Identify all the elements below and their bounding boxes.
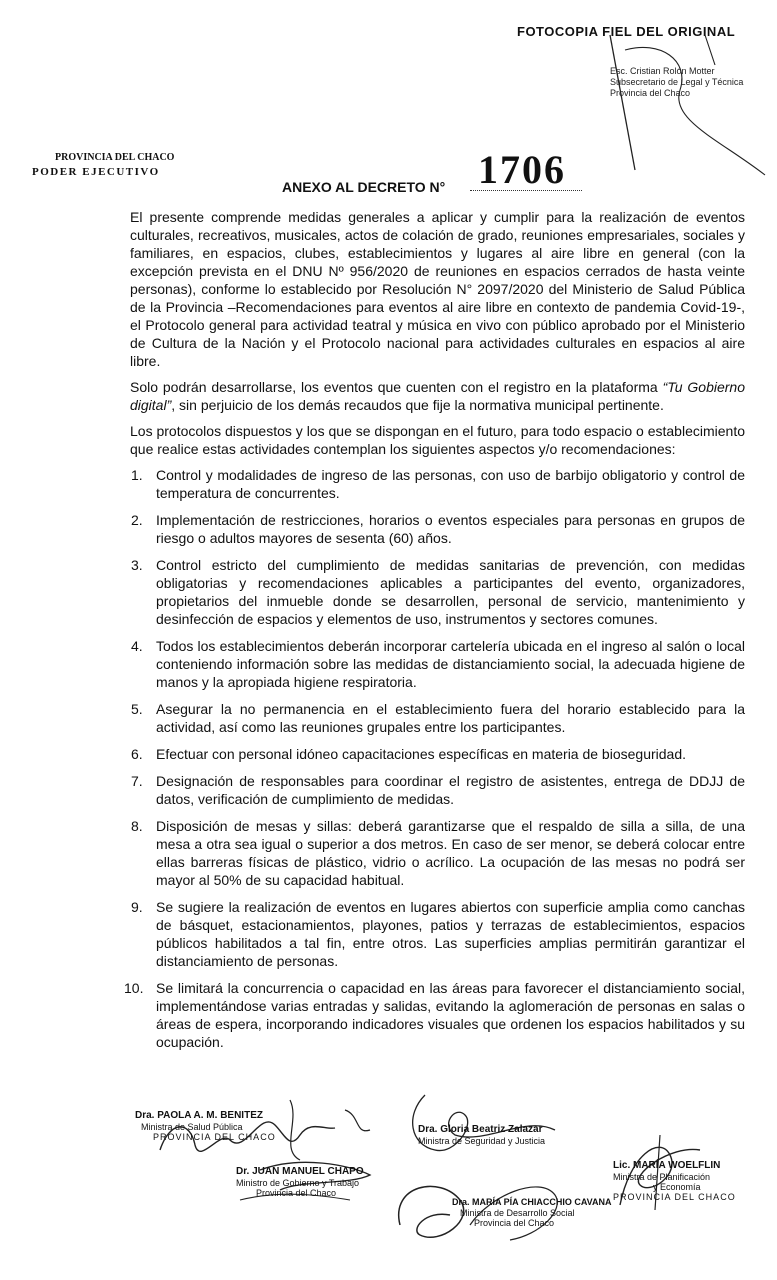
item-text: Control estricto del cumplimiento de medidas sanitarias de prevención, con medidas obligatorias y recomendaciones aplicables a participantes del evento, organizadores, propietarios del inmueble donde se desarrollen, personal de servicio, mantenimiento y desinfección de espacios y elementos de uso, instrumentos y sectores comunes. [156,557,745,627]
list-item [130,898,745,970]
item-text: Disposición de mesas y sillas: deberá garantizarse que el respaldo de silla a silla, de una mesa a otra sea igual o superior a dos metros. En caso de ser menor, se deberá colocar entre ellas barreras físicas de plástico, vidrio o acrílico. La ocupación de las mesas no podrá ser mayor al 50% de su capacidad habitual. [156,818,745,888]
decree-number-underline [470,190,582,192]
registry-text-start: Solo podrán desarrollarse, los eventos que cuenten con el registro en la plataforma [130,379,663,395]
item-number: 6. [131,746,143,762]
protocols-paragraph: Los protocolos dispuestos y los que se dispongan en el futuro, para todo espacio o establecimiento que realice estas actividades contemplan los siguientes aspectos y/o recomendaciones: [130,423,745,457]
annex-label: ANEXO AL DECRETO N° [282,179,446,195]
item-number: 10. [124,980,144,996]
certified-copy-stamp: FOTOCOPIA FIEL DEL ORIGINAL [517,24,736,39]
decree-number: 1706 [478,147,566,192]
signer-title: Ministro de Gobierno y Trabajo [236,1178,360,1188]
signer-title: Ministra de Seguridad y Justicia [418,1136,546,1146]
item-text: Asegurar la no permanencia en el establecimiento fuera del horario establecido para la actividad, así como las reuniones grupales entre los participantes. [156,701,745,735]
certifier-title: Subsecretario de Legal y Técnica [610,77,744,87]
signer-name: Dra. MARÍA PÍA CHIACCHIO CAVANA [452,1197,612,1207]
item-text: Se sugiere la realización de eventos en lugares abiertos con superficie amplia como canchas de básquet, estacionamientos, playones, patios y terrazas de establecimientos, espacios públicos habilitados a tal fin, entre otros. Las superficies amplias permitirán garantizar el distanciamiento de personas. [156,899,745,969]
item-number: 5. [131,701,143,717]
province-heading: PROVINCIA DEL CHACO [55,152,175,163]
signer-province: PROVINCIA DEL CHACO [153,1132,276,1142]
signer-title: Ministra de Desarrollo Social [460,1208,575,1218]
list-item [130,637,745,691]
item-number: 7. [131,773,143,789]
item-number: 1. [131,467,143,483]
signer-name: Dra. PAOLA A. M. BENITEZ [135,1110,263,1121]
certifier-province: Provincia del Chaco [610,88,691,98]
signer-province: Provincia del Chaco [256,1188,337,1198]
item-number: 2. [131,512,143,528]
signature-block-zalazar [418,1124,545,1146]
registry-text-end: , sin perjuicio de los demás recaudos que fije la normativa municipal pertinente. [171,397,664,413]
item-text: Se limitará la concurrencia o capacidad en las áreas para favorecer el distanciamiento social, implementándose varias entradas y salidas, evitando la aglomeración de personas en salas o áreas de espera, incorporando indicadores visuales que ordenen los espacios habilitados y su ocupación. [156,980,745,1050]
signer-name: Dr. JUAN MANUEL CHAPO [236,1166,364,1177]
list-item [130,772,745,808]
item-number: 8. [131,818,143,834]
signature-block-chiacchio [452,1196,612,1228]
signer-title-2: y Economía [653,1182,701,1192]
item-text: Todos los establecimientos deberán incorporar cartelería ubicada en el ingreso al salón o local conteniendo información sobre las medidas de distanciamiento social, la adecuada higiene de manos y la apropiada higiene respiratoria. [156,638,745,690]
signer-province: Provincia del Chaco [474,1218,555,1228]
list-item [130,700,745,736]
executive-power-heading: PODER EJECUTIVO [32,166,160,178]
certifier-signature-strokes [600,30,770,180]
signer-title: Ministra de Salud Pública [141,1122,243,1132]
signer-name: Dra. Gloria Beatriz Zalazar [418,1124,543,1135]
registry-paragraph [130,378,745,414]
signer-title: Ministra de Planificación [613,1172,711,1182]
item-text: Efectuar con personal idóneo capacitaciones específicas en materia de bioseguridad. [156,746,686,762]
item-text: Designación de responsables para coordinar el registro de asistentes, entrega de DDJJ de datos, verificación de cumplimiento de medidas. [156,773,745,807]
certifier-name: Esc. Cristian Rolón Motter [610,66,715,76]
annex-body [124,208,745,1060]
list-item [130,745,745,763]
item-number: 3. [131,557,143,573]
signature-block-woelflin [613,1160,736,1202]
item-text: Control y modalidades de ingreso de las personas, con uso de barbijo obligatorio y control de temperatura de concurrentes. [156,467,745,501]
list-item [130,556,745,628]
signature-block-benitez [135,1110,276,1142]
item-number: 9. [131,899,143,915]
list-item [130,466,745,502]
signer-name: Lic. MARÍA WOELFLIN [613,1160,721,1171]
item-text: Implementación de restricciones, horarios o eventos especiales para personas en grupos de riesgo o adultos mayores de sesenta (60) años. [156,512,745,546]
list-item [130,817,745,889]
signature-block-chapo [236,1166,364,1198]
list-item [124,979,745,1051]
intro-paragraph: El presente comprende medidas generales a aplicar y cumplir para la realización de eventos culturales, recreativos, musicales, actos de colación de grado, reuniones empresariales, sociales y familiares, en espacios, clubes, establecimientos y lugares al aire libre en general (con la excepción prevista en el DNU Nº 956/2020 de reuniones en espacios cerrados de hasta veinte personas), conforme lo establecido por Resolución N° 2097/2020 del Ministerio de Salud Pública de la Provincia –Recomendaciones para eventos al aire libre en contexto de pandemia Covid-19-, el Protocolo general para actividad teatral y música en vivo con público aprobado por el Ministerio de Cultura de la Nación y el Protocolo nacional para actividades culturales en espacios al aire libre. [130,209,745,369]
item-number: 4. [131,638,143,654]
platform-name: “Tu Gobierno digital” [130,379,745,413]
recommendations-list [124,466,745,1051]
list-item [130,511,745,547]
signer-province: PROVINCIA DEL CHACO [613,1192,736,1202]
